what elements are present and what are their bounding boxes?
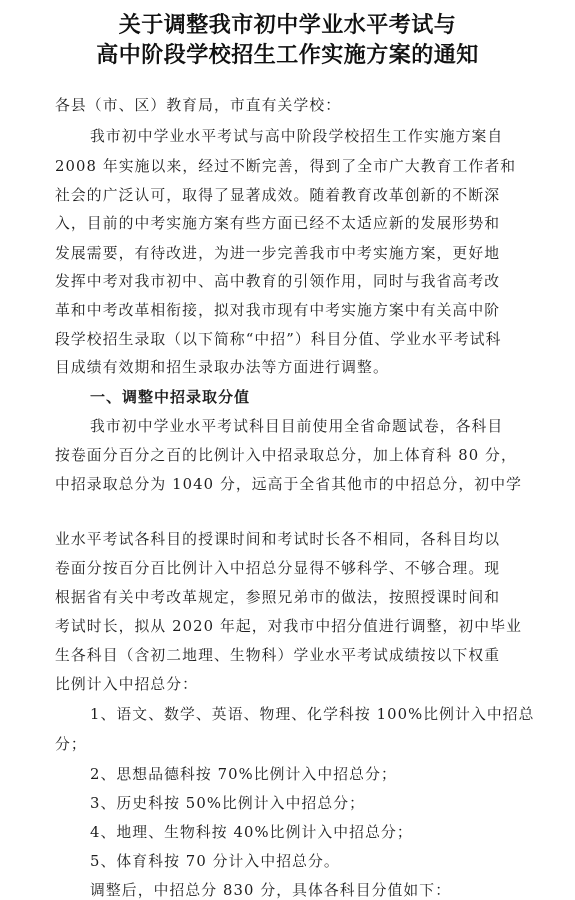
section-1-heading: 一、调整中招录取分值 xyxy=(90,388,251,406)
paragraph-2-line: 我市初中学业水平考试科目目前使用全省命题试卷，各科目 xyxy=(90,418,504,435)
document-title-line-1: 关于调整我市初中学业水平考试与 xyxy=(118,13,457,38)
paragraph-1-line: 目成绩有效期和招生录取办法等方面进行调整。 xyxy=(55,359,389,376)
paragraph-3-line: 比例计入中招总分： xyxy=(55,676,199,693)
paragraph-1-line: 发展需要，有待改进，为进一步完善我市中考实施方案，更好地 xyxy=(55,245,501,262)
closing-line: 调整后，中招总分 830 分，具体各科目分值如下： xyxy=(90,882,452,899)
list-item: 3、历史科按 50%比例计入中招总分； xyxy=(90,795,366,812)
list-item: 2、思想品德科按 70%比例计入中招总分； xyxy=(90,766,397,783)
paragraph-1-line: 革和中考改革相衔接，拟对我市现有中考实施方案中有关高中阶 xyxy=(55,302,501,319)
paragraph-1-line: 2008 年实施以来，经过不断完善，得到了全市广大教育工作者和 xyxy=(55,158,517,175)
salutation: 各县（市、区）教育局，市直有关学校： xyxy=(55,97,342,114)
paragraph-2-line: 按卷面分百分之百的比例计入中招录取总分，加上体育科 80 分， xyxy=(55,447,517,464)
paragraph-1-line: 段学校招生录取（以下简称“中招”）科目分值、学业水平考试科 xyxy=(55,331,502,348)
list-item: 分； xyxy=(55,736,87,753)
paragraph-1-line: 社会的广泛认可，取得了显著成效。随着教育改革创新的不断深 xyxy=(55,187,501,204)
paragraph-3-line: 根据省有关中考改革规定，参照兄弟市的做法，按照授课时间和 xyxy=(55,589,501,606)
paragraph-3-line: 卷面分按百分百比例计入中招总分显得不够科学、不够合理。现 xyxy=(55,560,501,577)
paragraph-3-line: 生各科目（含初二地理、生物科）学业水平考试成绩按以下权重 xyxy=(55,647,501,664)
list-item: 5、体育科按 70 分计入中招总分。 xyxy=(90,853,340,870)
paragraph-1-line: 我市初中学业水平考试与高中阶段学校招生工作实施方案自 xyxy=(90,128,504,145)
list-item: 1、语文、数学、英语、物理、化学科按 100%比例计入中招总 xyxy=(90,706,535,723)
paragraph-2-line: 中招录取总分为 1040 分，远高于全省其他市的中招总分，初中学 xyxy=(55,476,522,493)
document-title-line-2: 高中阶段学校招生工作实施方案的通知 xyxy=(96,43,479,68)
paragraph-1-line: 发挥中考对我市初中、高中教育的引领作用，同时与我省高考改 xyxy=(55,273,501,290)
list-item: 4、地理、生物科按 40%比例计入中招总分； xyxy=(90,824,413,841)
paragraph-3-line: 业水平考试各科目的授课时间和考试时长各不相同，各科目均以 xyxy=(55,531,501,548)
paragraph-3-line: 考试时长，拟从 2020 年起，对我市中招分值进行调整，初中毕业 xyxy=(55,618,522,635)
paragraph-1-line: 入，目前的中考实施方案有些方面已经不太适应新的发展形势和 xyxy=(55,215,501,232)
